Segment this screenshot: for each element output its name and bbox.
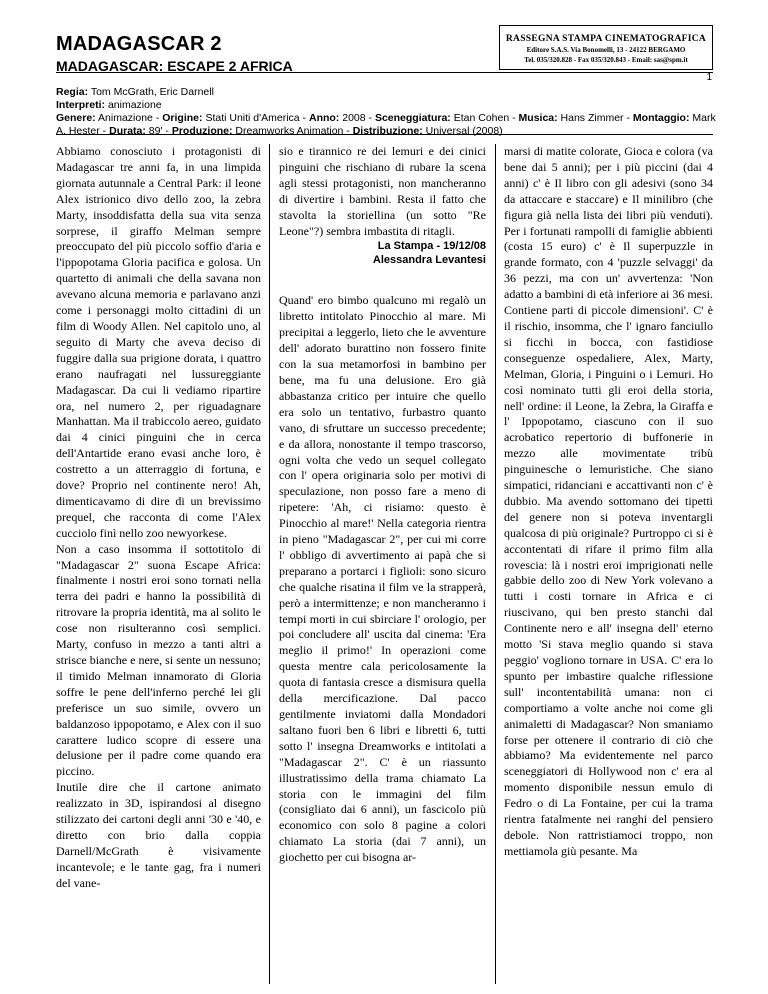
article-column-2	[279, 144, 486, 866]
durata-label: Durata:	[109, 125, 146, 137]
anno-label: Anno:	[308, 112, 340, 124]
interpreti-value: animazione	[107, 99, 162, 111]
page-number: 1	[706, 72, 712, 83]
separator: -	[343, 125, 353, 137]
film-original-title: MADAGASCAR: ESCAPE 2 AFRICA	[56, 58, 293, 74]
interpreti-label: Interpreti:	[56, 99, 106, 111]
origine-value: Stati Uniti d'America	[205, 112, 300, 124]
publisher-contacts: Tel. 035/320.828 - Fax 035/320.843 - Email: sas@spm.it	[524, 56, 688, 64]
origine-label: Origine:	[162, 112, 203, 124]
separator: -	[365, 112, 375, 124]
montaggio-value: Mark A. Hester	[56, 112, 716, 137]
article-paragraph: sio e tirannico re dei lemuri e dei cinici pinguini che rischiano di rubare la scena agli stessi protagonisti, non mancheranno di divertire i bambini. Resta il fatto che stavolta la storiellina (un sotto "Re Leone"?) sembra imbastita di ritagli.	[279, 144, 486, 238]
regia-label: Regia:	[56, 86, 89, 98]
column-divider	[495, 144, 496, 984]
distribuzione-value: Universal (2008)	[425, 125, 503, 137]
film-title: MADAGASCAR 2	[56, 33, 222, 55]
separator: -	[152, 112, 163, 124]
byline-author: Alessandra Levantesi	[372, 254, 486, 267]
article-paragraph: Non a caso insomma il sottotitolo di "Madagascar 2" suona Escape Africa: finalmente i nostri eroi sono tornati nella terra dei padri e hanno la possibilità di ritrovare la propria identità, ma al solito le cose non risulteranno così semplici. Marty, confuso in mezzo a tanti altri a strisce bianche e nere, si sente un nessuno; il timido Melman innamorato di Gloria soffre le pene dell'inferno perché lei gli preferisce un suo simile, ovvero un baldanzoso ippopotamo, e Alex con il suo carattere ludico scopre di essere una delusione per il padre come quando era piccino.	[56, 541, 261, 779]
header-rule	[56, 72, 713, 73]
sceneggiatura-value: Etan Cohen	[453, 112, 510, 124]
separator: -	[99, 125, 110, 137]
publisher-box	[499, 25, 713, 70]
article-paragraph: Quand' ero bimbo qualcuno mi regalò un libretto intitolato Pinocchio al mare. Mi precipitai a leggerlo, lieto che le avventure dell' adorato burattino non fossero finite con la sua metamorfosi in bambino per bene, ma fu una delusione. Ero già abbastanza critico per intuire che quello era solo un tentativo, furbastro quanto vano, di sfruttare un successo precedente; e da allora, nonostante il tempo trascorso, ogni volta che vedo un sequel collegato con l' opera originaria solo per motivi di speculazione, non posso fare a meno di ripetere: 'Ah, ci risiamo: questo è Pinocchio al mare!' Nella categoria rientra in pieno "Madagascar 2", per cui mi corre l' obbligo di avvertimento ai papà che si preparano a portarci i figlioli: sono sicuro che qualche risatina il film ve la strapperà, però a intermittenze; e non mancheranno i tempi morti in cui sbirciare l' orologio, per poi concludere all' uscita dal cinema: 'Era meglio il primo!' In operazioni come questa mentre cala pericolosamente la quota di fantasia cresce a dismisura quella della mercificazione. Dal pacco gentilmente inviatomi dalla Mondadori saltano fuori ben 6 libri e libretti 6, tutti sotto l' insegna Dreamworks e intitolati a "Madagascar 2". C' è un riassunto illustratissimo della trama chiamato La storia con le immagini del film (consigliato dai 6 anni), un fascicolo più economico con solo 8 pagine a colori chiamato La storia (dai 7 anni), un giochetto per cui bisogna ar-	[279, 293, 486, 865]
musica-value: Hans Zimmer	[560, 112, 624, 124]
durata-value: 89'	[148, 125, 163, 137]
publisher-name: RASSEGNA STAMPA CINEMATOGRAFICA	[505, 34, 707, 44]
produzione-label: Produzione:	[171, 125, 233, 137]
byline-source: La Stampa - 19/12/08	[377, 240, 486, 253]
separator: -	[623, 112, 633, 124]
credits-rule	[56, 134, 713, 135]
article-column-3	[504, 144, 713, 860]
sceneggiatura-label: Sceneggiatura:	[374, 112, 451, 124]
column-divider	[269, 144, 270, 984]
article-paragraph: Abbiamo conosciuto i protagonisti di Madagascar tre anni fa, in una limpida giornata autunnale a Central Park: il leone Alex istrionico divo dello zoo, la zebra Marty, insoddisfatta della sua vita senza sorprese, il giraffo Melman sempre preoccupato del più piccolo soffio d'aria e l'ippopotama Gloria pacifica e golosa. Un quartetto di animali che della savana non avevano alcuna memoria e parlavano anzi come i personaggi molto cittadini di un film di Woody Allen. Nel capitolo uno, al seguito di Marty che aveva deciso di fuggire dalla sua prigione dorata, i quattro erano naufragati nel lussureggiante Madagascar. Da cui li vediamo ripartire ora, nel numero 2, per riguadagnare Manhattan. Ma il trabiccolo aereo, guidato dai 4 cinici pinguini che in cerca dell'Antartide erano evasi anche loro, è costretto a un atterraggio di fortuna, e dove? Proprio nel continente nero! Ah, dimenticavamo di dire di un brevissimo prequel, che racconta di come l'Alex cucciolo finì nello zoo newyorkese.	[56, 144, 261, 540]
musica-label: Musica:	[518, 112, 558, 124]
credits-row-cast	[56, 99, 716, 112]
separator: -	[162, 125, 172, 137]
montaggio-label: Montaggio:	[632, 112, 690, 124]
article-paragraph: Inutile dire che il cartone animato realizzato in 3D, ispirandosi al disegno stilizzato dei cartoni degli anni '30 e '40, e diretto con brio dalla coppia Darnell/McGrath è visivamente incantevole; e le tante gag, fra i numeri del vane-	[56, 780, 261, 890]
article-paragraph: marsi di matite colorate, Gioca e colora (va bene dai 5 anni); per i più piccini (dai 4 anni) c' è Il libro con gli adesivi (sono 34 da attaccare e staccare) e Il minilibro (che figura già nella lista dei libri più venduti). Per i fortunati rampolli di famiglie abbienti (costa 15 euro) c' è Il superpuzzle in grande formato, con 4 'puzzle selvaggi' da 36 pezzi, ma con un' avvertenza: 'Non adatto a bambini di età inferiore ai 36 mesi. Contiene parti di piccole dimensioni'. C' è il rischio, insomma, che l' ignaro fanciullo si ficchi in bocca, con fastidiose conseguenze ospedaliere, Alex, Marty, Melman, Gloria, i Pinguini o i Lemuri. Ho così nominato tutti gli eroi della storia, nell' ordine: il Leone, la Zebra, la Giraffa e l' Ippopotamo, ciascuno con il suo acrobatico repertorio di buffonerie in mezzo alle movimentate tribù pinguinesche o lemuristiche. Che siano simpatici, ridanciani e accattivanti non c' è dubbio. Ma avendo sottomano dei tipetti del genere non si poteva inventargli qualcosa di più originale? Purtroppo ci si è accontentati di rifare il primo film alla rovescia: là i nostri eroi imprigionati nelle gabbie dello zoo di New York volevano a tutti i costi tornare in Africa e ci riuscivano, qui ben presto stanchi dal Continente nero e all' insegna dell' eterno motto 'Si stava meglio quando si stava peggio' vogliono tornare in USA. C' era lo spunto per imbastire qualche riflessione sull' incontentabilità umana: non ci comportiamo a volte anche noi come gli animaletti di Madagascar? Non smaniamo forse per ottenere il contrario di ciò che abbiamo? Ma evidentemente nel parco sceneggiatori di Hollywood non c' era al momento disponibile nessun emulo di Fedro o di La Fontaine, per cui la trama rientra fatalmente nei ranghi del pensiero debole. Non rattristiamoci troppo, non mettiamola giù pesante. Ma	[504, 144, 713, 858]
separator: -	[509, 112, 519, 124]
film-credits	[56, 86, 716, 138]
separator: -	[299, 112, 309, 124]
article-gap	[279, 267, 486, 293]
anno-value: 2008	[342, 112, 366, 124]
distribuzione-label: Distribuzione:	[352, 125, 423, 137]
credits-row-director	[56, 86, 716, 99]
regia-value: Tom McGrath, Eric Darnell	[90, 86, 214, 98]
genere-label: Genere:	[56, 112, 96, 124]
publisher-address: Editore S.A.S. Via Bonomelli, 13 - 24122 BERGAMO	[526, 46, 686, 54]
article-column-1	[56, 144, 261, 892]
genere-value: Animazione	[98, 112, 153, 124]
produzione-value: Dreamworks Animation	[235, 125, 344, 137]
